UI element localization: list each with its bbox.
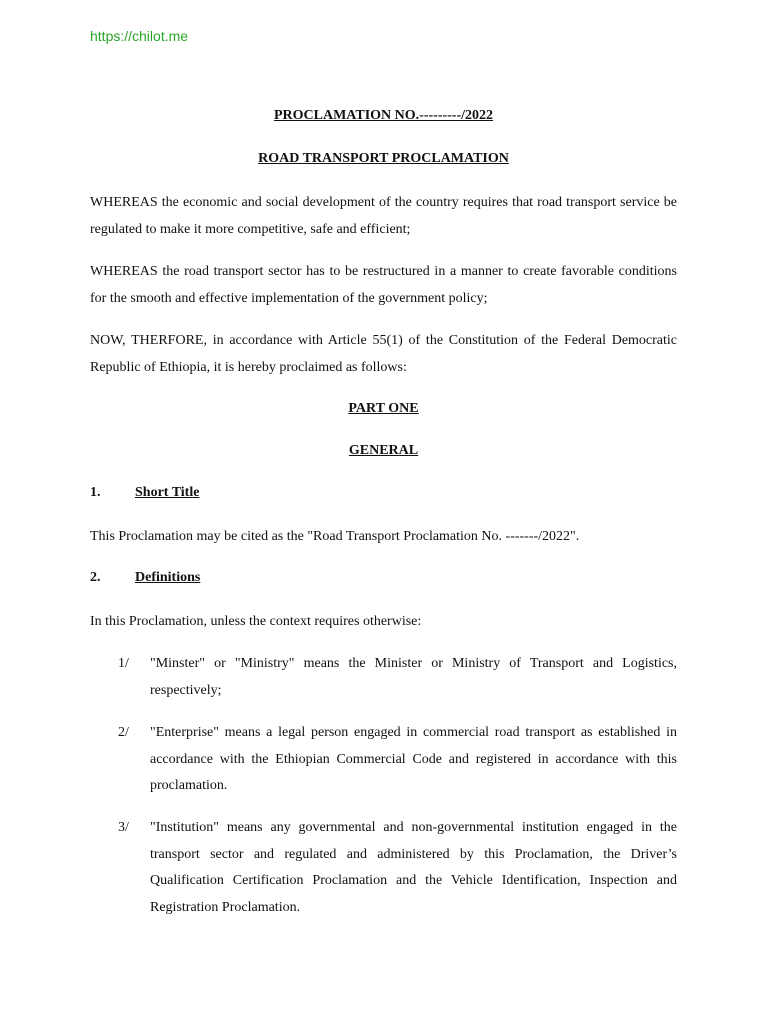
section-1-heading [90,485,199,501]
watermark-link[interactable]: https://chilot.me [90,28,189,44]
part-label: PART ONE [348,401,419,416]
definition-text: "Institution" means any governmental and non-governmental institution engaged in the transport sector and regulated and administered by this Proclamation, the Driver’s Qualification Certification Proclamation and the Vehicle Identification, Inspection and Registration Proclamation. [150,820,677,915]
definition-number: 3/ [118,820,129,835]
section-2-number: 2. [90,570,101,585]
section-1-title: Short Title [135,485,200,500]
definition-number: 1/ [118,656,129,671]
definition-text: "Minster" or "Ministry" means the Minister or Ministry of Transport and Logistics, respectively; [150,656,677,698]
definition-text: "Enterprise" means a legal person engaged in commercial road transport as established in accordance with the Ethiopian Commercial Code and registered in accordance with this proclamation. [150,725,677,793]
proclamation-title: ROAD TRANSPORT PROCLAMATION [258,151,509,166]
preamble-paragraph-2: WHEREAS the road transport sector has to be restructured in a manner to create favorable conditions for the smooth and effective implementation of the government policy; [90,264,677,306]
preamble-paragraph-3: NOW, THERFORE, in accordance with Article 55(1) of the Constitution of the Federal Democratic Republic of Ethiopia, it is hereby proclaimed as follows: [90,333,677,375]
part-title: GENERAL [348,443,419,458]
section-1-text: This Proclamation may be cited as the "Road Transport Proclamation No. -------/2022". [90,529,580,544]
definition-item [118,651,677,704]
proclamation-number: PROCLAMATION NO.---------/2022 [273,108,494,123]
section-1-number: 1. [90,485,101,500]
definition-item [118,720,677,800]
section-2-title: Definitions [135,570,201,585]
preamble-paragraph-1: WHEREAS the economic and social development of the country requires that road transport service be regulated to make it more competitive, safe and efficient; [90,195,677,237]
definition-item [118,815,677,921]
section-2-heading [90,570,200,586]
definition-number: 2/ [118,725,129,740]
section-2-intro: In this Proclamation, unless the context requires otherwise: [90,614,422,629]
